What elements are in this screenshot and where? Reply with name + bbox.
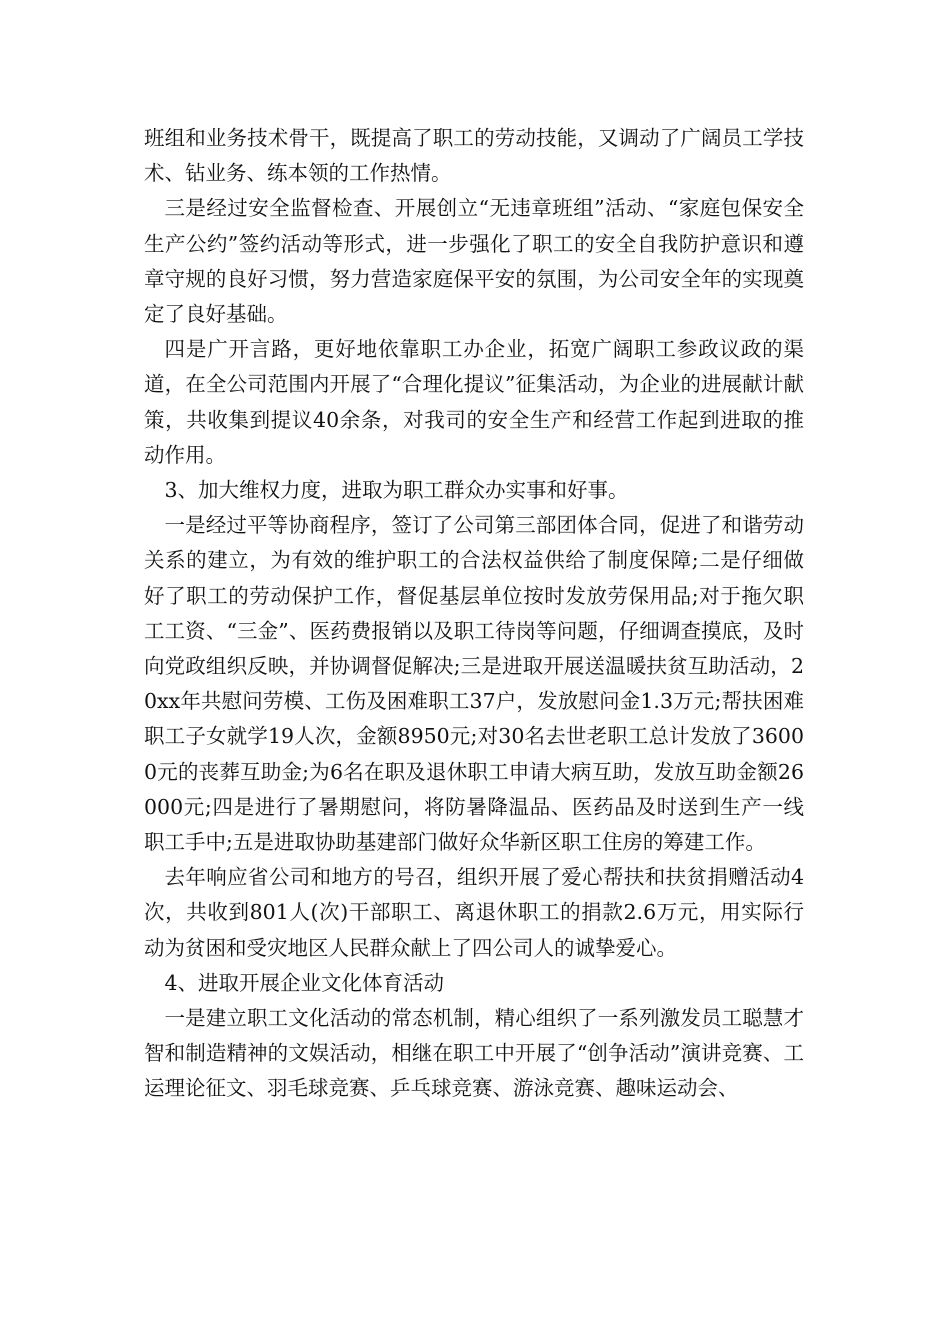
- section-heading-culture-sports: 4、进取开展企业文化体育活动: [164, 970, 445, 995]
- paragraph-collective-contract: 一是经过平等协商程序，签订了公司第三部团体合同，促进了和谐劳动关系的建立，为有效的维护职工的合法权益供给了制度保障;二是仔细做好了职工的劳动保护工作，督促基层单位按时发放劳保用品;对于拖欠职工工资、“三金”、医药费报销以及职工待岗等问题，仔细调查摸底，及时向党政组织反映，并协调督促解决;三是进取开展送温暖扶贫互助活动，20xx年共慰问劳模、工伤及困难职工37户，发放慰问金1.3万元;帮扶困难职工子女就学19人次，金额8950元;对30名去世老职工总计发放了36000元的丧葬互助金;为6名在职及退休职工申请大病互助，发放互助金额26000元;四是进行了暑期慰问，将防暑降温品、医药品及时送到生产一线职工手中;五是进取协助基建部门做好众华新区职工住房的筹建工作。: [144, 513, 804, 855]
- document-page: [144, 121, 804, 1107]
- paragraph-safety-supervision: 三是经过安全监督检查、开展创立“无违章班组”活动、“家庭包保安全生产公约”签约活动等形式，进一步强化了职工的安全自我防护意识和遵章守规的良好习惯，努力营造家庭保平安的氛围，为公司安全年的实现奠定了良好基础。: [144, 196, 804, 327]
- paragraph-continuation: 班组和业务技术骨干，既提高了职工的劳动技能，又调动了广阔员工学技术、钻业务、练本领的工作热情。: [144, 126, 804, 186]
- paragraph-charity-donations: 去年响应省公司和地方的号召，组织开展了爱心帮扶和扶贫捐赠活动4次，共收到801人(次)干部职工、离退休职工的捐款2.6万元，用实际行动为贫困和受灾地区人民群众献上了四公司人的诚挚爱心。: [144, 865, 804, 960]
- section-heading-rights-protection: 3、加大维权力度，进取为职工群众办实事和好事。: [164, 478, 629, 503]
- paragraph-cultural-activities: 一是建立职工文化活动的常态机制，精心组织了一系列激发员工聪慧才智和制造精神的文娱活动，相继在职工中开展了“创争活动”演讲竞赛、工运理论征文、羽毛球竞赛、乒乓球竞赛、游泳竞赛、趣味运动会、: [144, 1006, 804, 1101]
- paragraph-rationalization-proposals: 四是广开言路，更好地依靠职工办企业，拓宽广阔职工参政议政的渠道，在全公司范围内开展了“合理化提议”征集活动，为企业的进展献计献策，共收集到提议40余条，对我司的安全生产和经营工作起到进取的推动作用。: [144, 337, 804, 467]
